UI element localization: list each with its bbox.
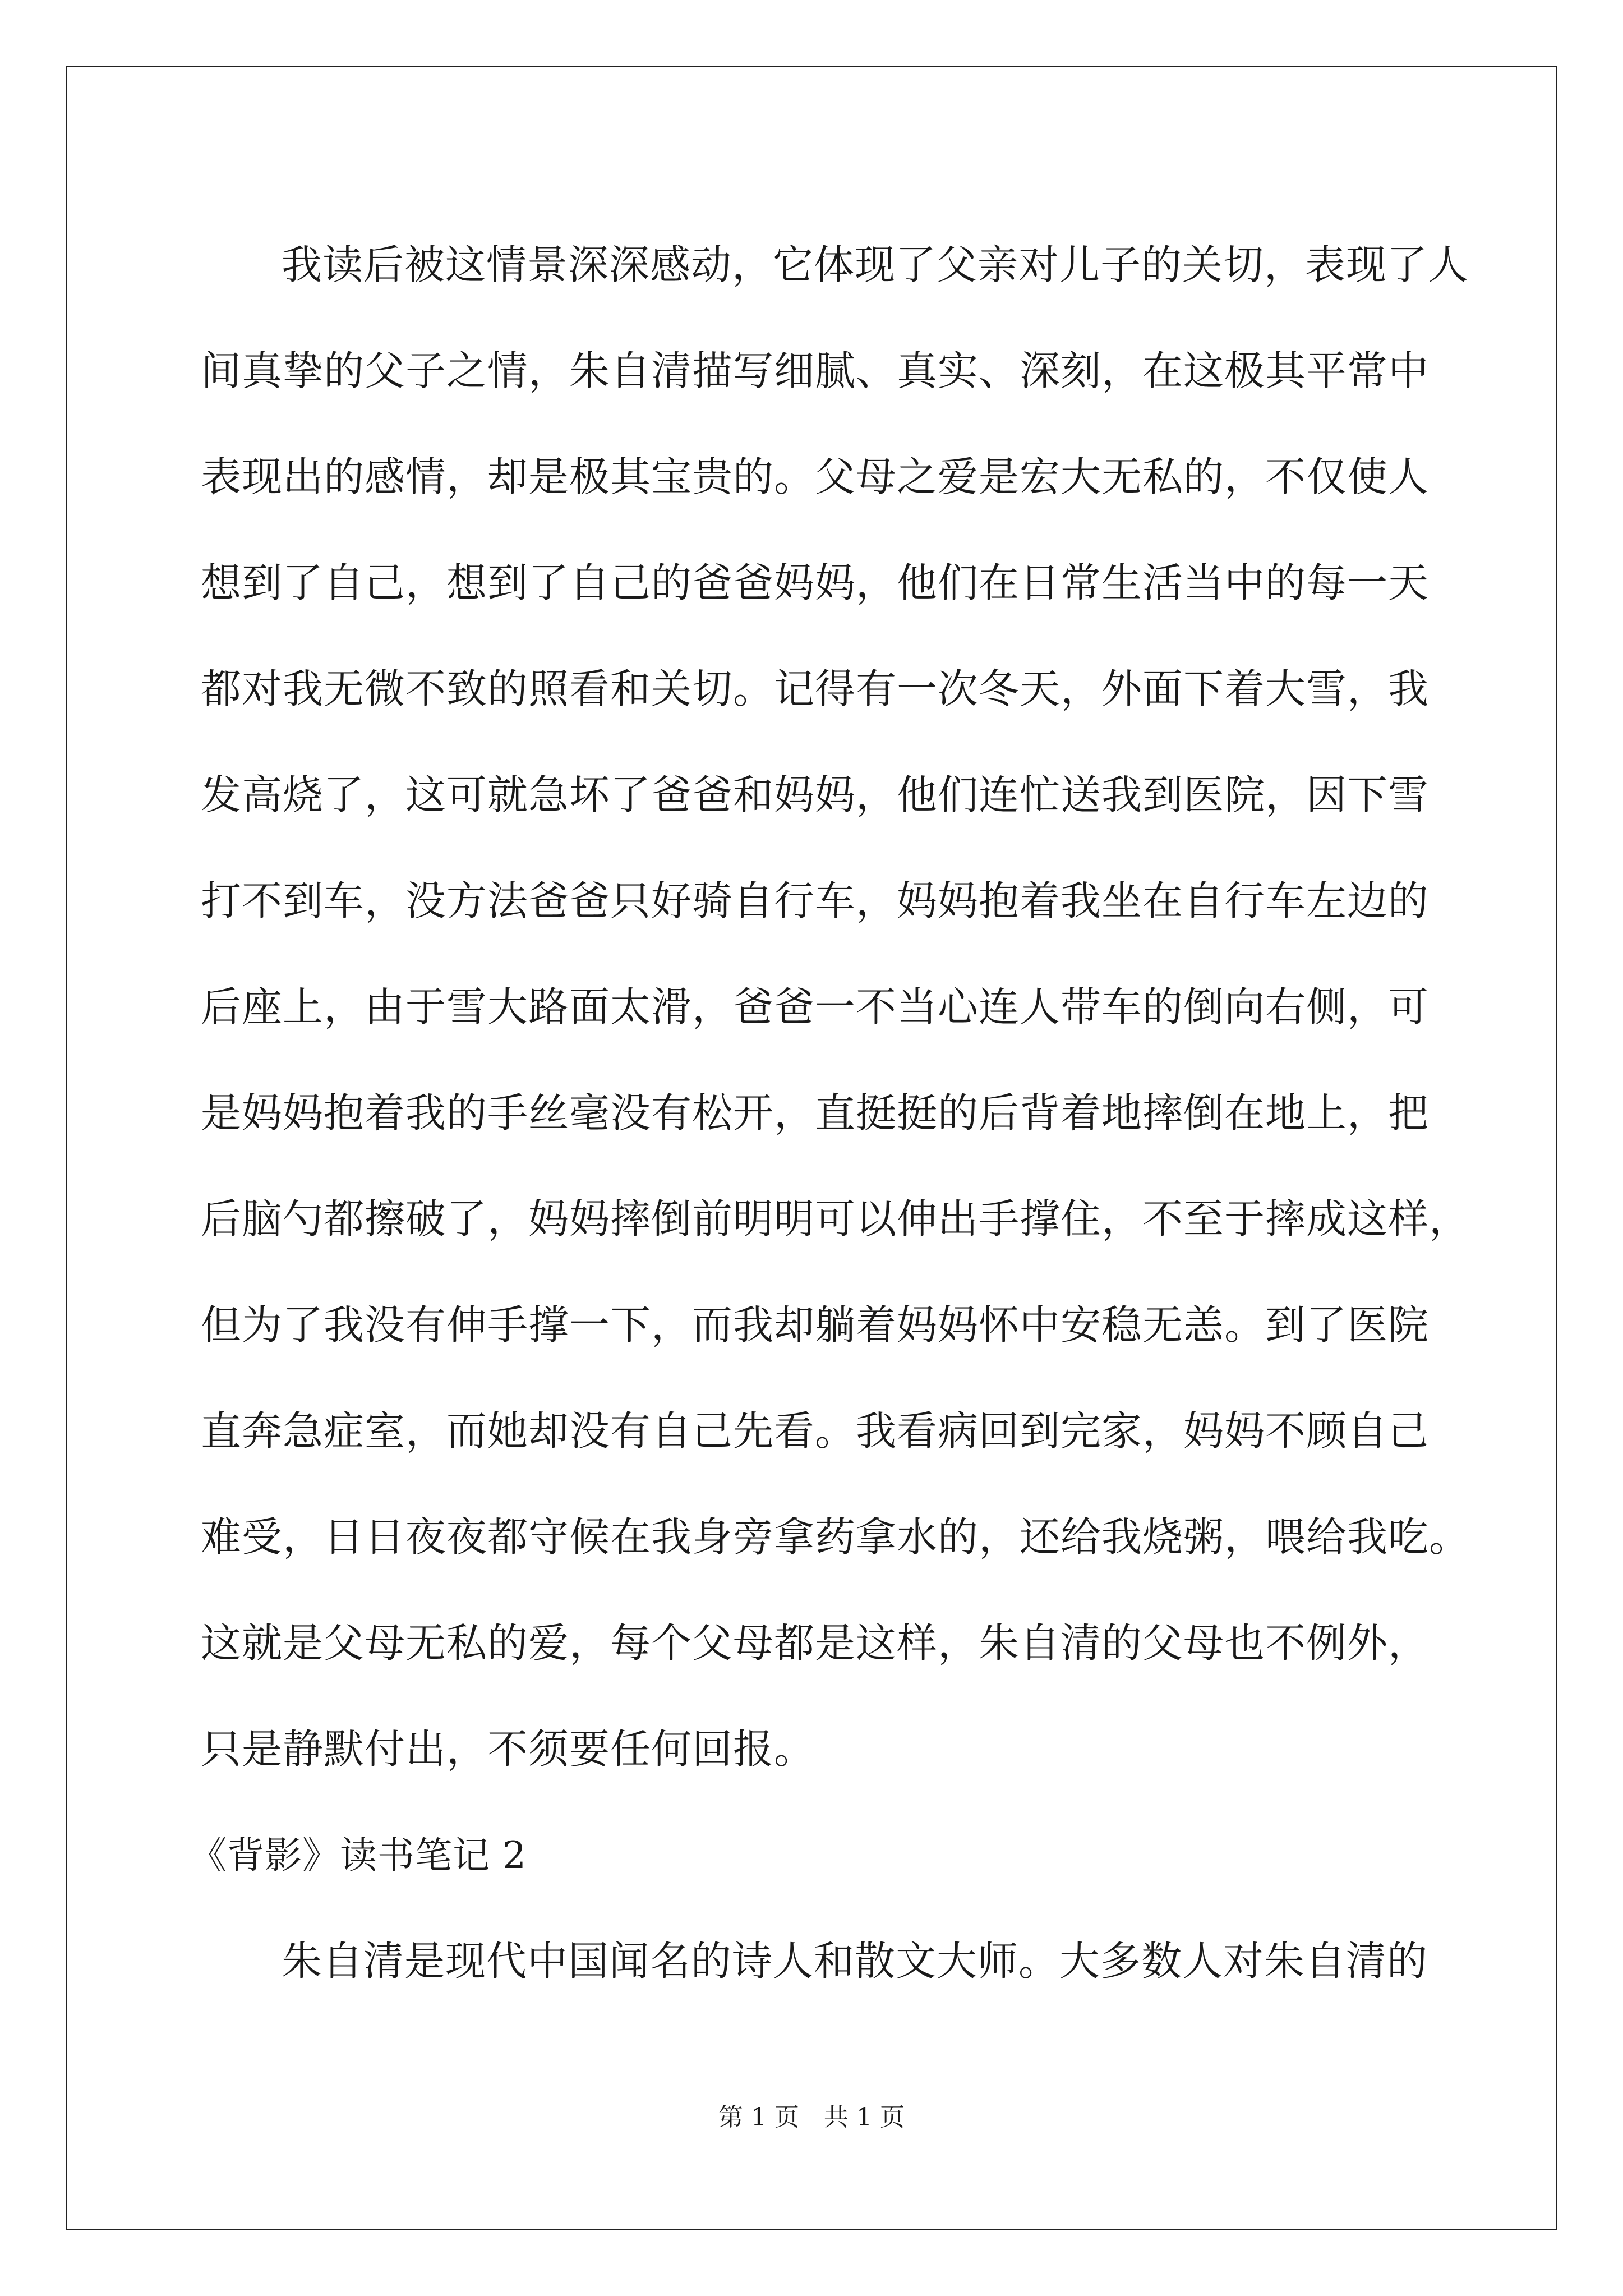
paragraph-line: 发高烧了，这可就急坏了爸爸和妈妈，他们连忙送我到医院，因下雪	[201, 771, 1430, 818]
paragraph-line: 只是静默付出，不须要任何回报。	[201, 1726, 815, 1773]
paragraph-line: 后脑勺都擦破了，妈妈摔倒前明明可以伸出手撑住，不至于摔成这样，	[201, 1195, 1470, 1243]
paragraph-line: 但为了我没有伸手撑一下，而我却躺着妈妈怀中安稳无恙。到了医院	[201, 1301, 1430, 1349]
paragraph-line: 这就是父母无私的爱，每个父母都是这样，朱自清的父母也不例外，	[201, 1619, 1430, 1667]
paragraph-line: 朱自清是现代中国闻名的诗人和散文大师。大多数人对朱自清的	[282, 1938, 1428, 1985]
paragraph-line: 后座上，由于雪大路面太滑，爸爸一不当心连人带车的倒向右侧，可	[201, 983, 1430, 1030]
paragraph-line: 我读后被这情景深深感动，它体现了父亲对儿子的关切，表现了人	[282, 241, 1469, 288]
paragraph-line: 直奔急症室，而她却没有自己先看。我看病回到完家，妈妈不顾自己	[201, 1407, 1430, 1455]
paragraph-line: 打不到车，没方法爸爸只好骑自行车，妈妈抱着我坐在自行车左边的	[201, 877, 1430, 924]
paragraph-line: 表现出的感情，却是极其宝贵的。父母之爱是宏大无私的，不仅使人	[201, 453, 1430, 500]
paragraph-line: 想到了自己，想到了自己的爸爸妈妈，他们在日常生活当中的每一天	[201, 559, 1430, 606]
document-body	[190, 212, 1470, 2014]
paragraph-line: 间真挚的父子之情，朱自清描写细腻、真实、深刻，在这极其平常中	[201, 347, 1430, 394]
paragraph-line: 难受，日日夜夜都守候在我身旁拿药拿水的，还给我烧粥，喂给我吃。	[201, 1513, 1470, 1561]
section-heading: 《背影》读书笔记 2	[190, 1834, 527, 1877]
page-footer: 第 1 页 共 1 页	[718, 2103, 905, 2132]
paragraph-line: 都对我无微不致的照看和关切。记得有一次冬天，外面下着大雪，我	[201, 665, 1430, 712]
paragraph-line: 是妈妈抱着我的手丝毫没有松开，直挺挺的后背着地摔倒在地上，把	[201, 1089, 1430, 1137]
